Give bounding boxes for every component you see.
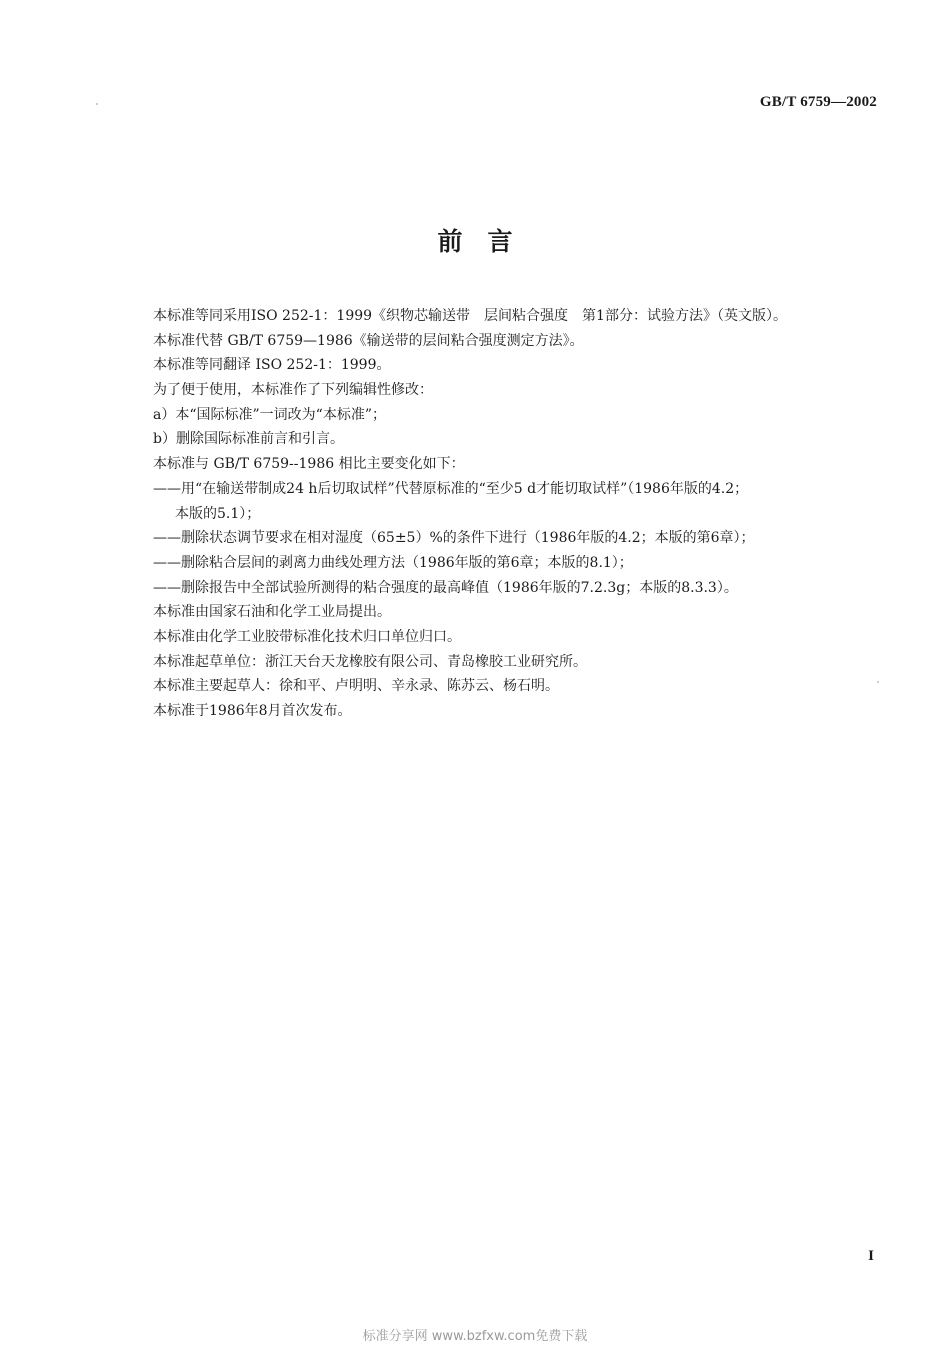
list-item-b: b）删除国际标准前言和引言。: [153, 431, 344, 448]
change-item: ——删除状态调节要求在相对湿度（65±5）%的条件下进行（1986年版的4.2；本版的第6章）；: [153, 530, 755, 547]
paragraph-line: 本标准由国家石油和化学工业局提出。: [153, 604, 391, 621]
paragraph-line: 本标准主要起草人：徐和平、卢明明、辛永录、陈苏云、杨石明。: [153, 678, 559, 695]
watermark-text: 标准分享网 www.bzfxw.com免费下载: [362, 1329, 588, 1344]
change-item-continuation: 本版的5.1）；: [175, 505, 261, 522]
paragraph-line: 为了便于使用，本标准作了下列编辑性修改：: [153, 382, 433, 399]
page-title: 前 言: [437, 227, 513, 256]
paragraph-line: 本标准起草单位：浙江天台天龙橡胶有限公司、青岛橡胶工业研究所。: [153, 653, 587, 670]
change-item: ——用“在输送带制成24 h后切取试样”代替原标准的“至少5 d才能切取试样”（1986年版的4.2；: [153, 480, 749, 497]
paragraph-line: 本标准等同翻译 ISO 252-1：1999。: [153, 357, 391, 374]
paragraph-line: 本标准与 GB/T 6759--1986 相比主要变化如下：: [153, 456, 465, 473]
document-code: GB/T 6759—2002: [759, 94, 877, 110]
change-item: ——删除粘合层间的剥离力曲线处理方法（1986年版的第6章；本版的8.1）；: [153, 554, 633, 571]
paragraph-line: 本标准于1986年8月首次发布。: [153, 703, 352, 719]
change-item: ——删除报告中全部试验所测得的粘合强度的最高峰值（1986年版的7.2.3g；本版的8.3.3）。: [153, 579, 738, 596]
list-item-a: a）本“国际标准”一词改为“本标准”；: [153, 406, 386, 423]
scan-speck: [96, 103, 98, 105]
paragraph-line: 本标准代替 GB/T 6759—1986《输送带的层间粘合强度测定方法》。: [153, 332, 584, 349]
paragraph-line: 本标准由化学工业胶带标准化技术归口单位归口。: [153, 628, 461, 645]
foreword-body: [153, 304, 893, 724]
scan-speck: [877, 681, 879, 683]
page-number: I: [868, 1248, 874, 1264]
paragraph-line: 本标准等同采用ISO 252-1：1999《织物芯输送带 层间粘合强度 第1部分：试验方法》（英文版）。: [153, 308, 787, 324]
